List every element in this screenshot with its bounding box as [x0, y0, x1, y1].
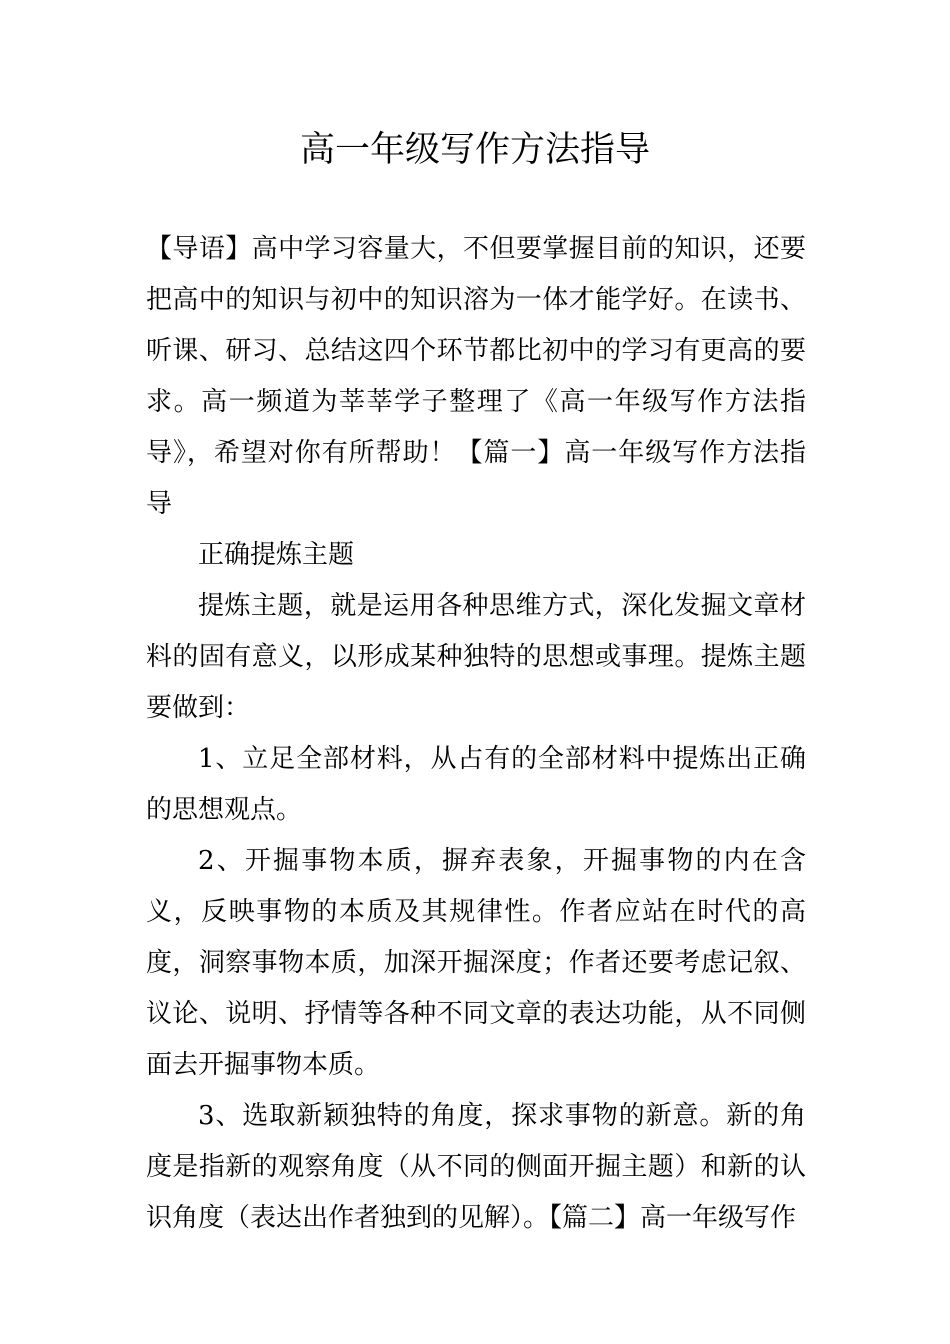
document-body [146, 224, 806, 1244]
document-title: 高一年级写作方法指导 [299, 130, 650, 170]
list-item-1: 1、立足全部材料，从占有的全部材料中提炼出正确的思想观点。 [146, 744, 806, 825]
section-heading: 正确提炼主题 [198, 540, 355, 570]
list-item-3: 3、选取新颖独特的角度，探求事物的新意。新的角度是指新的观察角度（从不同的侧面开掘主题）和新的认识角度（表达出作者独到的见解）。【篇二】高一年级写作 [146, 1101, 806, 1233]
list-item-2: 2、开掘事物本质，摒弃表象，开掘事物的内在含义，反映事物的本质及其规律性。作者应站在时代的高度，洞察事物本质，加深开掘深度；作者还要考虑记叙、议论、说明、抒情等各种不同文章的表达功能，从不同侧面去开掘事物本质。 [146, 846, 806, 1080]
intro-paragraph: 【导语】高中学习容量大，不但要掌握目前的知识，还要把高中的知识与初中的知识溶为一体才能学好。在读书、听课、研习、总结这四个环节都比初中的学习有更高的要求。高一频道为莘莘学子整理了《高一年级写作方法指导》，希望对你有所帮助！【篇一】高一年级写作方法指导 [146, 234, 806, 519]
body-paragraph: 提炼主题，就是运用各种思维方式，深化发掘文章材料的固有意义，以形成某种独特的思想或事理。提炼主题要做到： [146, 591, 806, 723]
